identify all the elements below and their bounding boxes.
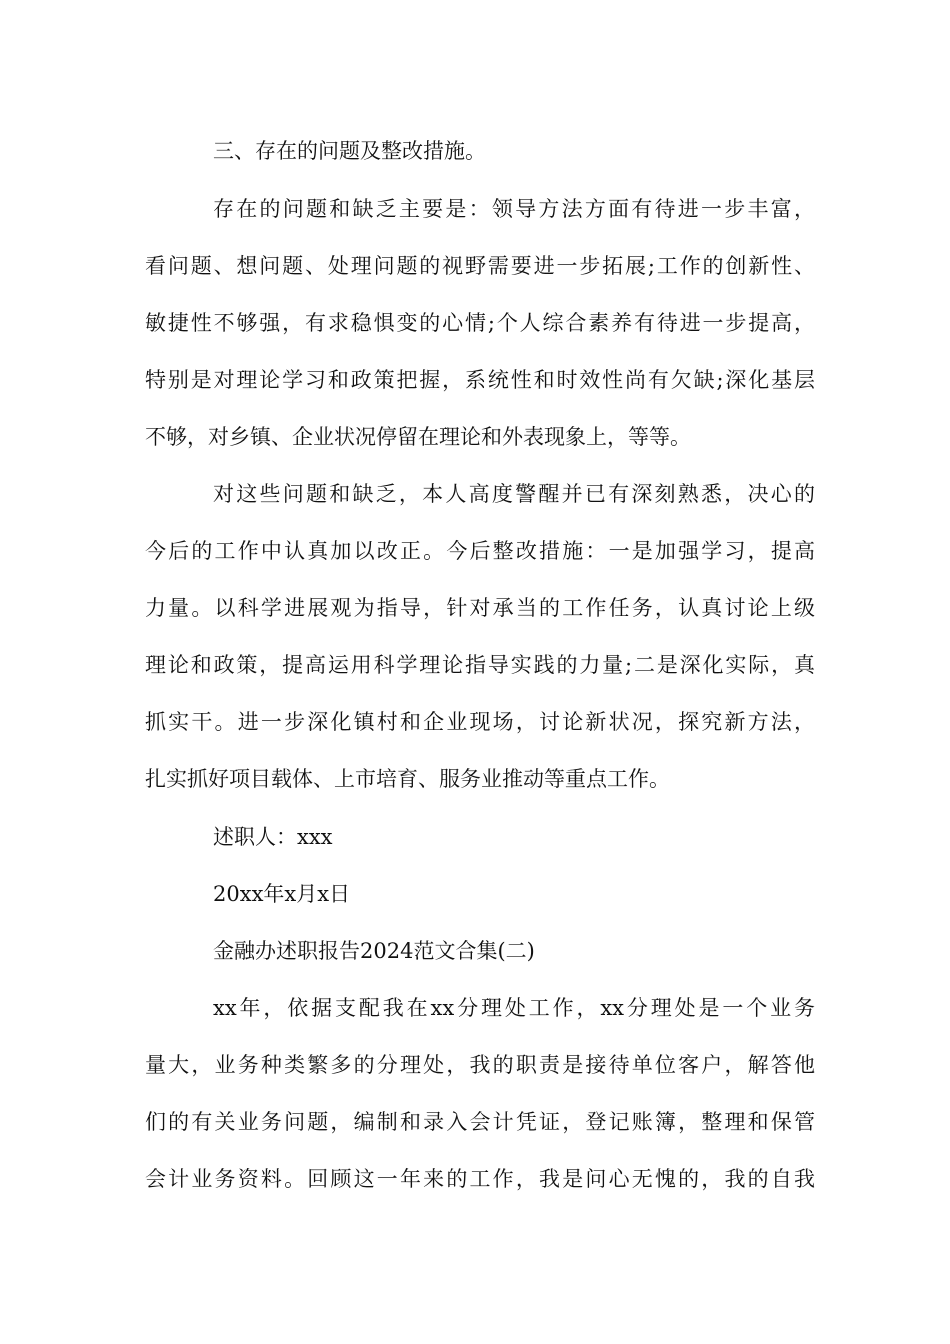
paragraph-line: 理论和政策，提高运用科学理论指导实践的力量;二是深化实际，真 xyxy=(145,653,815,677)
paragraph-line: 们的有关业务问题，编制和录入会计凭证，登记账簿，整理和保管 xyxy=(145,1110,815,1134)
paragraph-line: 会计业务资料。回顾这一年来的工作，我是问心无愧的，我的自我 xyxy=(145,1167,815,1191)
report-title: 金融办述职报告2024范文合集(二) xyxy=(213,939,535,963)
paragraph-line: 力量。以科学进展观为指导，针对承当的工作任务，认真讨论上级 xyxy=(145,596,815,620)
paragraph-line: xx年，依据支配我在xx分理处工作，xx分理处是一个业务 xyxy=(213,996,815,1020)
paragraph-line: 今后的工作中认真加以改正。今后整改措施：一是加强学习，提高 xyxy=(145,539,815,563)
paragraph-line: 抓实干。进一步深化镇村和企业现场，讨论新状况，探究新方法， xyxy=(145,710,815,734)
paragraph-line: 看问题、想问题、处理问题的视野需要进一步拓展;工作的创新性、 xyxy=(145,254,815,278)
paragraph-line: 敏捷性不够强，有求稳惧变的心情;个人综合素养有待进一步提高， xyxy=(145,311,815,335)
section-heading: 三、存在的问题及整改措施。 xyxy=(213,139,486,163)
paragraph-line: 不够，对乡镇、企业状况停留在理论和外表现象上，等等。 xyxy=(145,425,691,449)
paragraph-line: 存在的问题和缺乏主要是：领导方法方面有待进一步丰富， xyxy=(213,197,815,221)
paragraph-line: 特别是对理论学习和政策把握，系统性和时效性尚有欠缺;深化基层 xyxy=(145,368,815,392)
reporter-line: 述职人：xxx xyxy=(213,825,333,849)
paragraph-line: 扎实抓好项目载体、上市培育、服务业推动等重点工作。 xyxy=(145,767,670,791)
paragraph-line: 对这些问题和缺乏，本人高度警醒并已有深刻熟悉，决心的 xyxy=(213,482,815,506)
date-line: 20xx年x月x日 xyxy=(213,882,351,906)
paragraph-line: 量大，业务种类繁多的分理处，我的职责是接待单位客户，解答他 xyxy=(145,1053,815,1077)
